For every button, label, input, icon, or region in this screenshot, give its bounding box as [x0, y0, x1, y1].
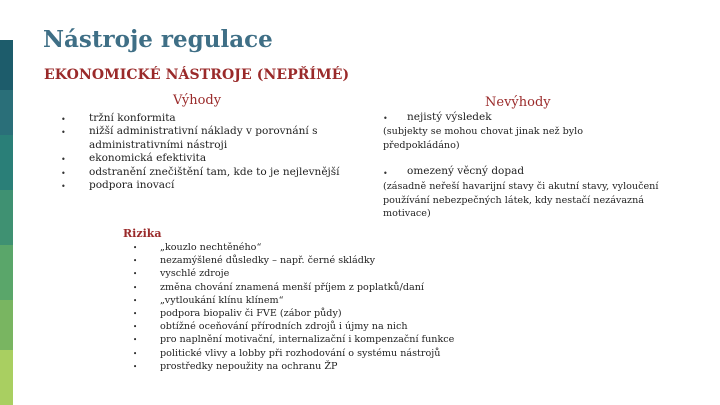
strip-segment — [0, 135, 13, 190]
bullet: • — [133, 270, 138, 279]
list-item-text: nezamýšlené důsledky – např. černé skládky — [160, 255, 376, 267]
bullet: • — [133, 244, 138, 252]
disadvantage-note: (zásadně neřeší havarijní stavy či akutní stavy, vyloučení — [383, 181, 659, 192]
bullet: • — [133, 310, 138, 319]
list-item: tržní konformita — [89, 112, 176, 124]
list-item: podpora inovací — [89, 179, 175, 192]
list-item — [133, 254, 454, 267]
disadvantage-item: omezený věcný dopad — [407, 165, 525, 177]
list-item: odstranění znečištění tam, kde to je nejlevnější — [89, 165, 340, 178]
disadvantage-item: nejistý výsledek — [407, 111, 492, 123]
disadvantage-note: předpokládáno) — [383, 140, 460, 151]
strip-segment — [0, 300, 13, 350]
advantages-heading: Výhody — [173, 93, 222, 108]
list-item: nižší administrativní náklady v porovnání s — [89, 125, 318, 138]
list-item-text: politické vlivy a lobby při rozhodování o systému nástrojů — [160, 347, 441, 359]
strip-segment — [0, 350, 13, 405]
decorative-side-strip — [0, 0, 13, 405]
list-item: ekonomická efektivita — [89, 152, 207, 165]
list-item — [133, 333, 454, 346]
bullet: • — [133, 323, 138, 332]
list-item — [133, 294, 454, 307]
bullet: • — [61, 182, 66, 191]
bullet: • — [133, 349, 138, 358]
disadvantage-note: motivace) — [383, 208, 431, 219]
list-item — [133, 347, 454, 360]
bullet: • — [61, 155, 66, 164]
disadvantage-note: používání nebezpečných látek, kdy nestačí nezávazná — [383, 195, 645, 206]
bullet: • — [383, 114, 388, 123]
list-item-text: „vytloukání klínu klínem“ — [160, 294, 284, 306]
slide-subtitle: EKONOMICKÉ NÁSTROJE (NEPŘÍMÉ) — [44, 67, 350, 83]
list-item-text: vyschlé zdroje — [160, 268, 230, 280]
bullet: • — [61, 169, 66, 178]
strip-segment — [0, 40, 13, 90]
risks-list — [133, 241, 454, 373]
bullet: • — [61, 128, 66, 137]
list-item-text: obtížné oceňování přírodních zdrojů i újmy na nich — [160, 321, 408, 333]
list-item-text: pro naplnění motivační, internalizační i kompenzační funkce — [160, 334, 455, 346]
strip-segment — [0, 245, 13, 300]
bullet: • — [133, 283, 138, 292]
slide-title: Nástroje regulace — [43, 26, 273, 53]
list-item — [133, 307, 454, 320]
bullet: • — [133, 336, 138, 345]
bullet: • — [133, 257, 138, 266]
strip-segment — [0, 90, 13, 135]
bullet: • — [133, 296, 138, 305]
list-item-text: změna chování znamená menší příjem z poplatků/daní — [160, 281, 424, 293]
bullet: • — [61, 115, 66, 124]
bullet: • — [133, 362, 138, 371]
list-item-text: „kouzlo nechtěného“ — [160, 242, 262, 253]
bullet: • — [383, 169, 388, 178]
strip-segment — [0, 190, 13, 245]
list-item — [133, 281, 454, 294]
list-item — [133, 320, 454, 333]
disadvantage-note: (subjekty se mohou chovat jinak než bylo — [383, 126, 584, 137]
risks-heading: Rizika — [123, 227, 162, 240]
list-item-text: podpora biopaliv či FVE (zábor půdy) — [160, 308, 342, 320]
list-item — [133, 267, 454, 280]
list-item — [133, 241, 454, 254]
disadvantages-heading: Nevýhody — [485, 95, 551, 110]
list-item-text: prostředky nepoužity na ochranu ŽP — [160, 360, 338, 372]
list-item: administrativními nástroji — [89, 138, 228, 151]
list-item — [133, 360, 454, 373]
